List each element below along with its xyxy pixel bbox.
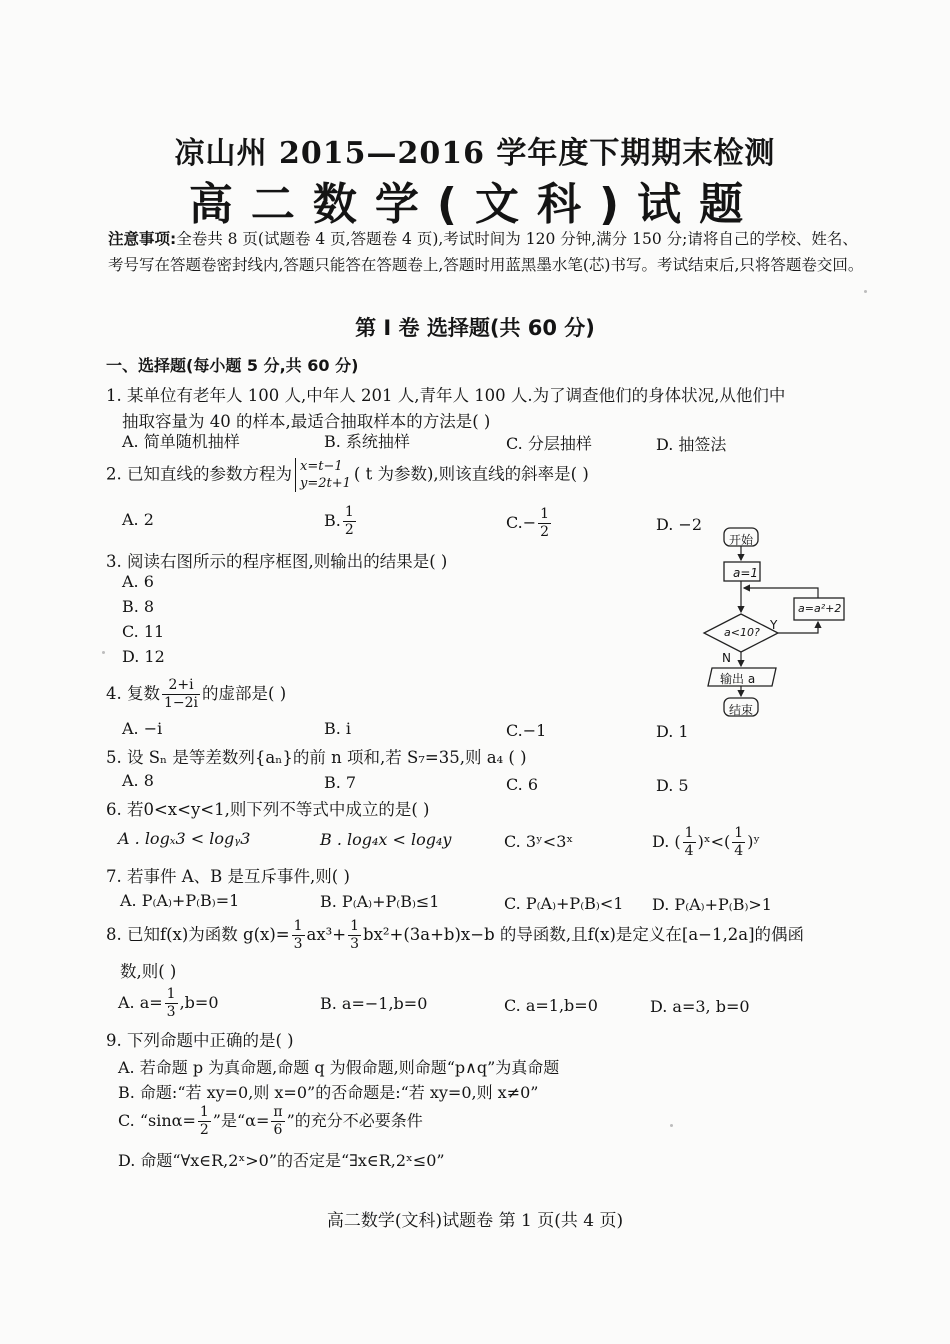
flow-end-label: 结束	[729, 703, 754, 717]
q2-option-b-fraction	[343, 504, 356, 539]
q9-option-d: D. 命题“∀x∈R,2ˣ>0”的否定是“∃x∈R,2ˣ≤0”	[118, 1151, 445, 1170]
page-footer: 高二数学(文科)试题卷 第 1 页(共 4 页)	[326, 1211, 624, 1231]
q6-stem: 6. 若0<x<y<1,则下列不等式中成立的是( )	[106, 800, 430, 819]
q5-option-d: D. 5	[656, 776, 689, 795]
q2-option-b	[324, 504, 358, 539]
q7-stem: 7. 若事件 A、B 是互斥事件,则( )	[106, 867, 350, 886]
q8-option-b: B. a=−1,b=0	[320, 994, 428, 1013]
q4-stem	[106, 677, 286, 712]
notice-block	[108, 226, 868, 278]
q4-stem-post: 的虚部是( )	[202, 684, 287, 703]
q2-option-b-label: B.	[324, 511, 341, 530]
q8-option-a-pre: A. a=	[118, 993, 163, 1012]
flow-start-label: 开始	[729, 533, 754, 547]
q8-mid2: bx²+(3a+b)x−b 的导函数,且f(x)是定义在[a−1,2a]的偶函	[363, 925, 805, 944]
q8-fraction1	[292, 918, 305, 953]
q2-option-c	[506, 506, 553, 541]
q8-option-d: D. a=3, b=0	[650, 997, 750, 1016]
q6-option-b: B . log₄x < log₄y	[320, 830, 452, 849]
fraction-denominator: 3	[166, 1004, 176, 1020]
q6-option-d-mid: )ˣ<(	[697, 832, 731, 851]
q1-line1: 1. 某单位有老年人 100 人,中年人 201 人,青年人 100 人.为了调查他们的身体状况,从他们中	[106, 386, 786, 405]
q9-option-c-mid: ”是“α=	[212, 1111, 270, 1130]
q6-option-a: A . logₓ3 < logᵧ3	[118, 829, 251, 848]
q4-stem-pre: 4. 复数	[106, 684, 160, 703]
fraction-numerator: 1	[540, 506, 550, 522]
q2-stem-post: ( t 为参数),则该直线的斜率是( )	[353, 464, 589, 484]
q1-option-c: C. 分层抽样	[506, 434, 592, 453]
q8-option-a-post: ,b=0	[179, 993, 219, 1012]
fraction-numerator: 1	[166, 986, 176, 1002]
q3-option-d: D. 12	[122, 647, 165, 666]
q6-option-d-post: )ʸ	[747, 832, 761, 851]
fraction-denominator: 4	[734, 843, 744, 859]
flow-condition-label: a<10?	[724, 626, 760, 639]
flow-yes-label: Y	[770, 618, 778, 632]
fraction-numerator: 1	[293, 918, 303, 934]
q4-option-a: A. −i	[122, 719, 163, 738]
q7-option-d: D. P₍A₎+P₍B₎>1	[652, 895, 772, 914]
q9-option-c	[118, 1104, 423, 1139]
fraction-denominator: 2	[199, 1122, 209, 1138]
q8-line2: 数,则( )	[120, 962, 177, 981]
q9-option-c-fraction1	[198, 1104, 211, 1139]
fraction-numerator: 1	[734, 825, 744, 841]
q8-option-a	[118, 986, 219, 1021]
q9-option-c-post: ”的充分不必要条件	[286, 1111, 423, 1130]
q7-option-b: B. P₍A₎+P₍B₎≤1	[320, 892, 440, 911]
q2-eq1: x=t−1	[300, 459, 343, 474]
q2-option-a: A. 2	[122, 510, 154, 529]
scan-speck	[864, 290, 867, 293]
flow-output-label: 输出 a	[720, 672, 756, 686]
q3-option-c: C. 11	[122, 622, 165, 641]
q5-option-b: B. 7	[324, 773, 357, 792]
flow-no-label: N	[722, 651, 731, 665]
q3-option-b: B. 8	[122, 597, 155, 616]
q1-line2: 抽取容量为 40 的样本,最适合抽取样本的方法是( )	[122, 412, 491, 431]
fraction-denominator: 3	[350, 936, 360, 952]
fraction-denominator: 2	[540, 524, 550, 540]
q8-option-c: C. a=1,b=0	[504, 996, 598, 1015]
fraction-numerator: 1	[684, 825, 694, 841]
q2-stem	[106, 458, 589, 492]
q1-option-b: B. 系统抽样	[324, 432, 410, 451]
q8-option-a-fraction	[165, 986, 178, 1021]
q2-option-d: D. −2	[656, 515, 703, 534]
q6-option-d-fraction1	[683, 825, 696, 860]
q4-option-b: B. i	[324, 719, 352, 738]
q5-option-c: C. 6	[506, 775, 539, 794]
q2-option-c-fraction	[538, 506, 551, 541]
q8-line1	[106, 918, 804, 953]
q7-option-a: A. P₍A₎+P₍B₎=1	[120, 891, 240, 910]
exam-title: 凉山州 2015—2016 学年度下期期末检测	[174, 136, 776, 171]
q9-option-b: B. 命题:“若 xy=0,则 x=0”的否命题是:“若 xy=0,则 x≠0”	[118, 1083, 539, 1102]
flow-update-label: a=a²+2	[798, 602, 842, 615]
fraction-numerator: 1	[199, 1104, 209, 1120]
q4-fraction	[162, 677, 200, 712]
q3-option-a: A. 6	[122, 572, 154, 591]
fraction-numerator: 1	[344, 504, 354, 520]
section-title: 第 Ⅰ 卷 选择题(共 60 分)	[355, 316, 595, 340]
exam-subject-title: 高二数学(文科)试题	[188, 179, 762, 230]
fraction-numerator: 1	[350, 918, 360, 934]
part-title: 一、选择题(每小题 5 分,共 60 分)	[106, 356, 359, 375]
q6-option-d	[652, 825, 760, 860]
q9-stem: 9. 下列命题中正确的是( )	[106, 1031, 294, 1050]
q9-option-c-fraction2	[271, 1104, 284, 1139]
q6-option-c: C. 3ʸ<3ˣ	[504, 832, 574, 851]
q5-stem: 5. 设 Sₙ 是等差数列{aₙ}的前 n 项和,若 S₇=35,则 a₄ ( )	[106, 748, 527, 767]
q8-pre: 8. 已知f(x)为函数 g(x)=	[106, 925, 290, 944]
fraction-numerator: π	[273, 1104, 283, 1120]
q8-fraction2	[348, 918, 361, 953]
q2-equation-system	[295, 458, 351, 492]
q4-option-d: D. 1	[656, 722, 689, 741]
q1-option-d: D. 抽签法	[656, 435, 727, 454]
fraction-denominator: 1−2i	[164, 695, 199, 711]
q9-option-c-pre: C. “sinα=	[118, 1111, 196, 1130]
q8-mid1: ax³+	[306, 925, 347, 944]
notice-label: 注意事项:	[108, 230, 177, 248]
q4-option-c: C.−1	[506, 721, 547, 740]
fraction-denominator: 2	[344, 522, 354, 538]
notice-text: 全卷共 8 页(试题卷 4 页,答题卷 4 页),考试时间为 120 分钟,满分 150 分;请将自己的学校、姓名、考号写在答题卷密封线内,答题只能答在答题卷上,答题时用蓝黑墨水笔(芯)书写。考试结束后,只将答题卷交回。	[108, 230, 864, 274]
scan-speck	[670, 1124, 673, 1127]
q6-option-d-fraction2	[732, 825, 745, 860]
fraction-denominator: 3	[293, 936, 303, 952]
flow-init-label: a=1	[733, 566, 759, 580]
q2-option-c-label: C.−	[506, 513, 537, 532]
fraction-numerator: 2+i	[162, 677, 200, 695]
scan-speck	[102, 651, 105, 654]
q7-option-c: C. P₍A₎+P₍B₎<1	[504, 894, 624, 913]
q2-stem-pre: 2. 已知直线的参数方程为	[106, 464, 292, 484]
q2-eq2: y=2t+1	[300, 476, 351, 491]
fraction-denominator: 6	[273, 1122, 283, 1138]
q5-option-a: A. 8	[122, 771, 154, 790]
q9-option-a: A. 若命题 p 为真命题,命题 q 为假命题,则命题“p∧q”为真命题	[118, 1058, 560, 1077]
q6-option-d-pre: D. (	[652, 832, 681, 851]
q3-stem: 3. 阅读右图所示的程序框图,则输出的结果是( )	[106, 552, 448, 571]
fraction-denominator: 4	[684, 843, 694, 859]
q1-option-a: A. 简单随机抽样	[122, 432, 240, 451]
